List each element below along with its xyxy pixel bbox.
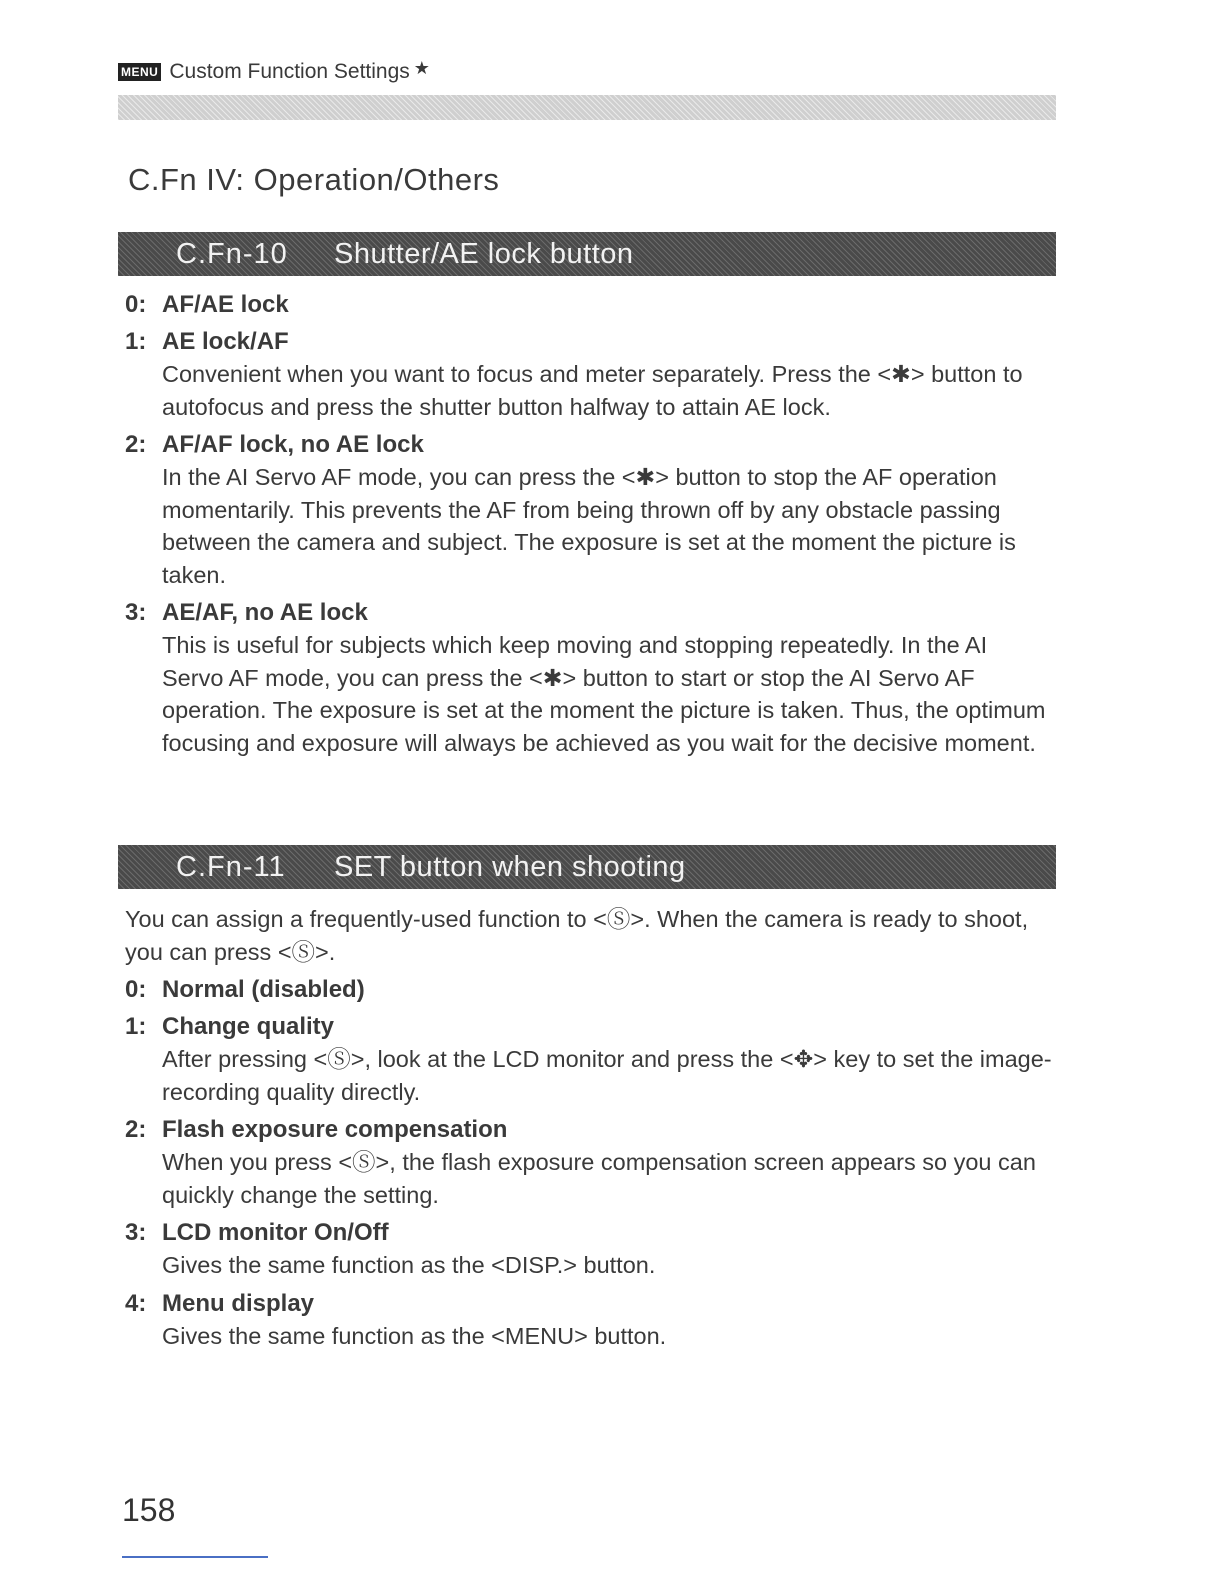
- option-label: LCD monitor On/Off: [162, 1219, 389, 1246]
- page-number: 158: [122, 1492, 176, 1528]
- option-heading: [125, 1012, 1055, 1042]
- star-icon: ★: [413, 57, 430, 78]
- option-description: When you press <Ⓢ>, the flash exposure compensation screen appears so you can quickly change the setting.: [162, 1149, 1036, 1208]
- cfn10-options: [125, 290, 1055, 759]
- option-number: 0:: [125, 291, 147, 318]
- cfn11-options: [125, 903, 1055, 1352]
- option-heading: [125, 1115, 1055, 1145]
- cfn10-title: Shutter/AE lock button: [334, 237, 634, 270]
- option-heading: [125, 1289, 1055, 1319]
- option-description: Gives the same function as the <DISP.> button.: [162, 1252, 656, 1278]
- option-heading: [125, 598, 1055, 628]
- option-number: 0:: [125, 976, 147, 1003]
- option-label: AE lock/AF: [162, 328, 289, 355]
- cfn11-code: C.Fn-11: [176, 850, 286, 883]
- option-number: 2:: [125, 431, 147, 458]
- option-label: Change quality: [162, 1013, 335, 1040]
- option-heading: [125, 975, 1055, 1005]
- option-label: Normal (disabled): [162, 976, 365, 1003]
- option-number: 4:: [125, 1289, 147, 1317]
- option-label: AF/AF lock, no AE lock: [162, 431, 424, 458]
- header-divider: [118, 95, 1056, 120]
- option-description: This is useful for subjects which keep moving and stopping repeatedly. In the AI Servo AF mode, you can press the <✱> button to start or stop the AI Servo AF operation. The exposure is set at the moment the picture is taken. Thus, the optimum focusing and exposure will always be achieved as you wait for the decisive moment.: [162, 632, 1046, 756]
- option-number: 3:: [125, 1219, 147, 1246]
- section-title: C.Fn IV: Operation/Others: [128, 162, 500, 197]
- footer-rule: [122, 1556, 268, 1558]
- option-description: Gives the same function as the <MENU> button.: [162, 1322, 667, 1349]
- option-heading: [125, 327, 1055, 357]
- option-label: AF/AE lock: [162, 291, 289, 318]
- cfn11-title: SET button when shooting: [334, 850, 686, 883]
- header-title: Custom Function Settings: [169, 60, 410, 83]
- option-heading: [125, 1218, 1055, 1248]
- option-label: Menu display: [162, 1289, 315, 1317]
- option-description: After pressing <Ⓢ>, look at the LCD monitor and press the <✥> key to set the image-recording quality directly.: [162, 1046, 1052, 1105]
- menu-icon: MENU: [118, 63, 161, 81]
- option-description: Convenient when you want to focus and meter separately. Press the <✱> button to autofocus and press the shutter button halfway to attain AE lock.: [162, 361, 1023, 420]
- cfn11-banner: [118, 845, 1056, 889]
- option-number: 1:: [125, 328, 147, 355]
- option-heading: [125, 290, 1055, 320]
- option-number: 2:: [125, 1116, 147, 1143]
- option-number: 1:: [125, 1013, 147, 1040]
- option-label: Flash exposure compensation: [162, 1116, 508, 1143]
- cfn10-banner: [118, 232, 1056, 276]
- option-heading: [125, 430, 1055, 460]
- cfn10-code: C.Fn-10: [176, 237, 288, 270]
- cfn11-intro: You can assign a frequently-used function to <Ⓢ>. When the camera is ready to shoot, you can press <Ⓢ>.: [125, 906, 1029, 965]
- option-label: AE/AF, no AE lock: [162, 599, 368, 626]
- option-description: In the AI Servo AF mode, you can press the <✱> button to stop the AF operation momentarily. This prevents the AF from being thrown off by any obstacle passing between the camera and subject. The exposure is set at the moment the picture is taken.: [162, 464, 1016, 588]
- option-number: 3:: [125, 599, 147, 626]
- running-header: [118, 57, 430, 84]
